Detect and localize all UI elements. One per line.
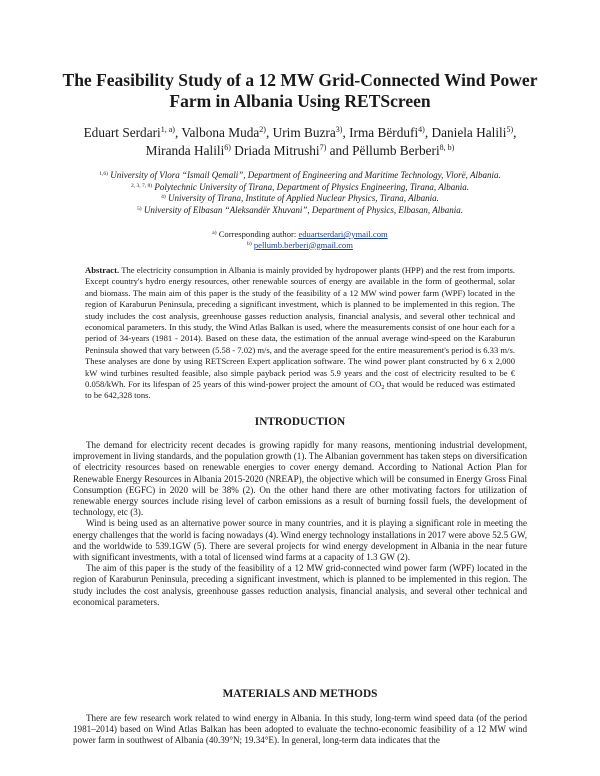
author: Valbona Muda$^{2)}$ (181, 125, 266, 140)
email-link-b[interactable]: pellumb.berberi@gmail.com (253, 239, 353, 250)
author: Miranda Halili$^{6)}$ (145, 143, 231, 158)
correspondence-block: $^{a)}$ Corresponding author: eduartserdari@ymail.com $^{b)}$ pellumb.berberi@gmail.com (212, 229, 388, 250)
author-list: Eduart Serdari$^{1, a)}$, Valbona Muda$^{2)}$, Urim Buzra$^{3)}$, Irma Bërdufi$^{4)}$, Daniela Halili$^{5)}$, Miranda Halili$^{6)}$ Driada Mitrushi$^{7)}$ and Pëllumb Berberi$^{8, b)}$ (83, 125, 517, 158)
author: Irma Bërdufi$^{4)}$ (349, 125, 425, 140)
author: Eduart Serdari$^{1, a)}$ (83, 125, 175, 140)
author: Daniela Halili$^{5)}$ (431, 125, 514, 140)
heading-methods: MATERIALS AND METHODS (222, 688, 378, 700)
affiliation: $^{2, 3, 7, 8)}$ Polytechnic University of Tirana, Department of Physics Engineering, Tirana, Albania. (131, 181, 469, 192)
affiliation-list (60, 170, 540, 216)
email-link-a[interactable]: eduartserdari@ymail.com (298, 229, 388, 239)
author: Pëllumb Berberi$^{8, b)}$ (352, 143, 455, 158)
abstract-label: Abstract. (85, 265, 120, 275)
paragraph: The demand for electricity recent decades is growing rapidly for many reasons, mentioning industrial development, improvement in living standards, and the population growth (1). The Albanian government has taken steps on diversification of electricity resources based on renewable energies to cover energy demand. According to National Action Plan for Renewable Energy Resources in Albania 2015-2020 (NREAP), the objective which will be consumed in Energy Gross Final Consumption (EGFC) in 2020 will be 38% (2). On the other hand there are other motivating factors for utilization of renewable energy sources include rising level of carbon emissions as a result of burning fossil fuels, the development of technology, etc (3). (73, 440, 527, 518)
methods-body (73, 713, 527, 747)
affiliation: $^{4)}$ University of Tirana, Institute of Applied Nuclear Physics, Tirana, Albania. (161, 193, 439, 204)
paper-title: The Feasibility Study of a 12 MW Grid-Connected Wind Power Farm in Albania Using RETScreen (62, 70, 538, 111)
heading-introduction: INTRODUCTION (254, 416, 346, 428)
author: Driada Mitrushi$^{7)}$ (234, 143, 327, 158)
affiliation: $^{5)}$ University of Elbasan “Aleksandër Xhuvani”, Department of Physics, Elbasan, Albania. (137, 204, 463, 215)
abstract: Abstract. The electricity consumption in Albania is mainly provided by hydropower plants (HPP) and the rest from imports. Except country's hydro energy resources, other renewable sources of energy are available in the form of geothermal, solar and biomass. The main aim of this paper is the study of the feasibility of a 12 MW wind power farm (WPF) located in the region of Karaburun Peninsula, preceding a significant investment, which is planned to be implemented in this region. The study includes the cost analysis, greenhouse gasses reduction analysis, financial analysis, and several other technical and economical parameters. In this study, the Wind Atlas Balkan is used, where the measurements consist of one hour each for a period of 34-years (1981 - 2014). Based on these data, the estimation of the annual average wind-speed on the Karaburun Peninsula showed that vary between (5.58 - 7.02) m/s, and the average speed for the entire measurement's period is 6.33 m/s. These analyses are done by using RETScreen Expert application software. The wind power plant constructed by 6 x 2,000 kW wind turbines resulted feasible, also simple payback period was 5.9 years and the cost of electricity resulted to be € 0.058/kWh. For its lifespan of 25 years of this wind-power project the amount of $CO_2$ that would be reduced was estimated to be 642,328 tons. (85, 265, 515, 401)
author: Urim Buzra$^{3)}$ (272, 125, 343, 140)
paragraph: The aim of this paper is the study of the feasibility of a 12 MW grid-connected wind power farm (WPF) located in the region of Karaburun Peninsula, preceding a significant investment, which is planned to be implemented in this region. The study includes the cost analysis, greenhouse gasses reduction analysis, financial analysis, and several other technical and economical parameters. (73, 563, 527, 607)
paragraph: Wind is being used as an alternative power source in many countries, and it is playing a significant role in meeting the energy challenges that the world is facing nowadays (4). Wind energy technology installations in 2017 were above 52.5 GW, and the worldwide to 539.1GW (5). There are several projects for wind energy development in Albania in the near future with significant investments, with a total of licensed wind farms at a capacity of 1.3 GW (2). (73, 518, 527, 563)
introduction-body (73, 440, 527, 608)
affiliation: $^{1,6)}$ University of Vlora “Ismail Qemali”, Department of Engineering and Maritime Technology, Vlorë, Albania. (99, 170, 501, 180)
paragraph: There are few research work related to wind energy in Albania. In this study, long-term wind speed data (of the period 1981–2014) based on Wind Atlas Balkan has been adopted to evaluate the techno-economic feasibility of a 12 MW wind power farm in southwest of Albania (40.39°N; 19.34°E). In general, long-term data indicates that the (73, 713, 527, 746)
